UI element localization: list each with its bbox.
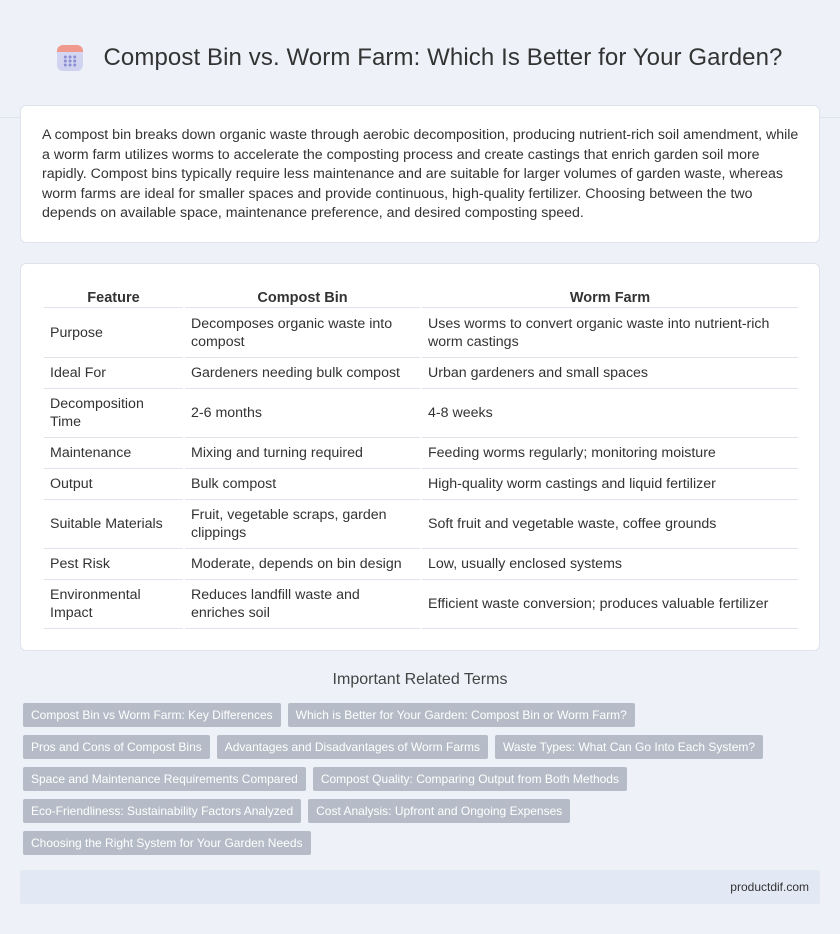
row-compost-bin: Decomposes organic waste into compost (185, 308, 420, 358)
related-tag[interactable]: Choosing the Right System for Your Garden Needs (23, 831, 311, 855)
row-compost-bin: 2-6 months (185, 389, 420, 438)
related-tag[interactable]: Pros and Cons of Compost Bins (23, 735, 210, 759)
row-compost-bin: Mixing and turning required (185, 438, 420, 469)
calendar-icon (57, 45, 83, 71)
row-worm-farm: Urban gardeners and small spaces (422, 358, 798, 389)
row-compost-bin: Bulk compost (185, 469, 420, 500)
table-row (44, 389, 798, 438)
table-header-row (44, 288, 798, 308)
page-title: Compost Bin vs. Worm Farm: Which Is Better for Your Garden? (103, 43, 783, 71)
related-tag[interactable]: Compost Quality: Comparing Output from Both Methods (313, 767, 627, 791)
comparison-table (42, 288, 800, 629)
header-worm-farm: Worm Farm (422, 288, 798, 308)
row-feature: Maintenance (44, 438, 183, 469)
related-tag[interactable]: Which is Better for Your Garden: Compost Bin or Worm Farm? (288, 703, 635, 727)
header-feature: Feature (44, 288, 183, 308)
row-compost-bin: Gardeners needing bulk compost (185, 358, 420, 389)
row-feature: Ideal For (44, 358, 183, 389)
row-feature: Output (44, 469, 183, 500)
row-worm-farm: Low, usually enclosed systems (422, 549, 798, 580)
row-compost-bin: Fruit, vegetable scraps, garden clippings (185, 500, 420, 549)
table-row (44, 358, 798, 389)
related-tag[interactable]: Eco-Friendliness: Sustainability Factors Analyzed (23, 799, 301, 823)
row-feature: Purpose (44, 308, 183, 358)
row-worm-farm: Uses worms to convert organic waste into nutrient-rich worm castings (422, 308, 798, 358)
row-worm-farm: 4-8 weeks (422, 389, 798, 438)
row-feature: Suitable Materials (44, 500, 183, 549)
row-feature: Environmental Impact (44, 580, 183, 629)
row-worm-farm: Efficient waste conversion; produces valuable fertilizer (422, 580, 798, 629)
row-feature: Decomposition Time (44, 389, 183, 438)
footer-site-name[interactable]: productdif.com (730, 880, 809, 894)
table-row (44, 308, 798, 358)
table-row (44, 580, 798, 629)
table-row (44, 438, 798, 469)
header-compost-bin: Compost Bin (185, 288, 420, 308)
row-worm-farm: Feeding worms regularly; monitoring moisture (422, 438, 798, 469)
related-tag[interactable]: Compost Bin vs Worm Farm: Key Differences (23, 703, 281, 727)
page-header (0, 0, 840, 118)
row-compost-bin: Moderate, depends on bin design (185, 549, 420, 580)
row-worm-farm: Soft fruit and vegetable waste, coffee grounds (422, 500, 798, 549)
related-terms-tags (23, 703, 823, 863)
row-worm-farm: High-quality worm castings and liquid fertilizer (422, 469, 798, 500)
intro-text: A compost bin breaks down organic waste through aerobic decomposition, producing nutrient-rich soil amendment, while a worm farm utilizes worms to accelerate the composting process and create castings that enrich garden soil more rapidly. Compost bins typically require less maintenance and are suitable for larger volumes of garden waste, whereas worm farms are ideal for smaller spaces and provide continuous, high-quality fertilizer. Choosing between the two depends on available space, maintenance preference, and desired composting speed. (42, 127, 799, 221)
related-terms-title: Important Related Terms (332, 671, 508, 688)
related-tag[interactable]: Advantages and Disadvantages of Worm Farms (217, 735, 488, 759)
table-row (44, 500, 798, 549)
row-feature: Pest Risk (44, 549, 183, 580)
related-tag[interactable]: Waste Types: What Can Go Into Each System? (495, 735, 763, 759)
intro-card (20, 105, 820, 243)
related-tag[interactable]: Space and Maintenance Requirements Compared (23, 767, 306, 791)
page-footer (20, 870, 820, 904)
table-row (44, 549, 798, 580)
table-row (44, 469, 798, 500)
comparison-table-card (20, 263, 820, 651)
related-tag[interactable]: Cost Analysis: Upfront and Ongoing Expenses (308, 799, 570, 823)
row-compost-bin: Reduces landfill waste and enriches soil (185, 580, 420, 629)
